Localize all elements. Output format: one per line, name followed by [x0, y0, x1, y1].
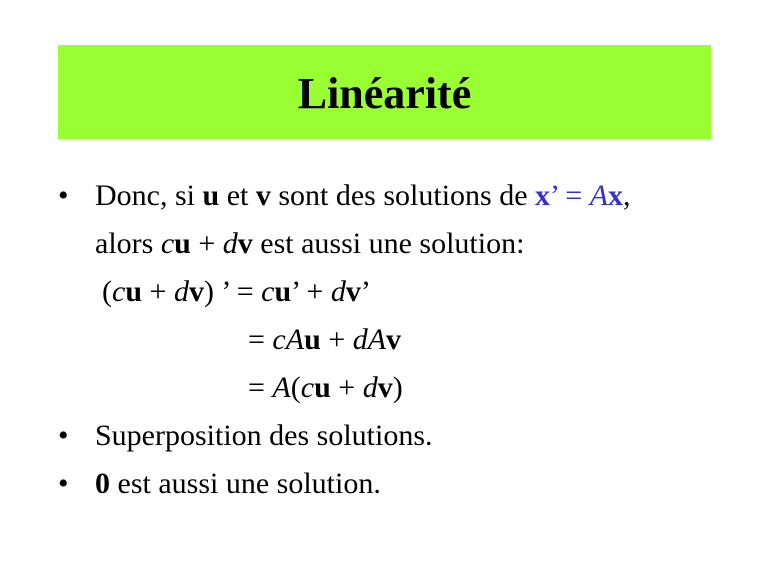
slide-title: Linéarité [297, 69, 472, 118]
text-run: est aussi une solution. [110, 467, 381, 500]
text-run: = [248, 371, 273, 404]
bullet-2-text: Superposition des solutions. [95, 419, 433, 452]
vector-v: v [188, 275, 204, 308]
text-run: + [190, 227, 223, 260]
text-run: Donc, si [95, 179, 203, 212]
bullet-1-line-1 [58, 172, 748, 220]
zero-vector: 0 [95, 467, 110, 500]
bullet-1-line-2 [58, 220, 748, 268]
text-run: sont des solutions de [270, 179, 536, 212]
scalar-d: d [362, 371, 378, 404]
vector-u: u [274, 275, 292, 308]
bullet-dot-icon: • [58, 419, 69, 452]
scalar-d: d [173, 275, 189, 308]
title-banner [58, 45, 711, 139]
scalar-c: c [261, 275, 275, 308]
equation-3 [248, 364, 403, 412]
text-run: ) ’ = [203, 275, 262, 308]
text-run: alors [95, 227, 161, 260]
vector-v: v [255, 179, 271, 212]
scalar-c: c [300, 371, 315, 404]
scalar-c: c [112, 275, 126, 308]
equation-2 [248, 316, 401, 364]
matrix-a: A [272, 371, 291, 404]
matrix-a: A [285, 323, 305, 356]
vector-v: v [345, 275, 361, 308]
vector-u: u [125, 275, 143, 308]
bullet-dot-icon: • [58, 179, 69, 212]
text-run: et [219, 179, 256, 212]
vector-v: v [237, 227, 253, 260]
text-run: ’ = [550, 179, 590, 212]
equation-1 [102, 268, 371, 316]
vector-u: u [314, 371, 331, 404]
text-run: est aussi une solution: [252, 227, 525, 260]
bullet-dot-icon: • [58, 467, 69, 500]
bullet-1-continuation [95, 220, 524, 268]
scalar-d: d [330, 275, 346, 308]
bullet-3-text [95, 460, 381, 508]
scalar-d: d [222, 227, 238, 260]
matrix-a: A [367, 323, 387, 356]
bullet-2-line [58, 412, 748, 460]
scalar-d: d [352, 323, 368, 356]
bullet-1-text [95, 172, 631, 220]
vector-x: x [535, 179, 551, 212]
scalar-c: c [160, 227, 175, 260]
vector-u: u [174, 227, 191, 260]
text-run: + [330, 371, 363, 404]
slide-body [58, 172, 748, 508]
text-run: , [623, 179, 631, 212]
text-run: = [248, 323, 273, 356]
vector-v: v [377, 371, 393, 404]
matrix-a: A [589, 179, 609, 212]
equation-line-2 [58, 316, 748, 364]
vector-x: x [608, 179, 624, 212]
text-run: ’ + [291, 275, 331, 308]
vector-v: v [386, 323, 402, 356]
text-run: ’ [360, 275, 371, 308]
vector-u: u [304, 323, 321, 356]
text-run: + [320, 323, 353, 356]
equation-line-1 [58, 268, 748, 316]
equation-line-3 [58, 364, 748, 412]
scalar-c: c [272, 323, 286, 356]
text-run: ( [102, 275, 112, 308]
vector-u: u [202, 179, 220, 212]
text-run: ( [290, 371, 301, 404]
text-run: + [142, 275, 174, 308]
bullet-3-line [58, 460, 748, 508]
text-run: ) [392, 371, 403, 404]
